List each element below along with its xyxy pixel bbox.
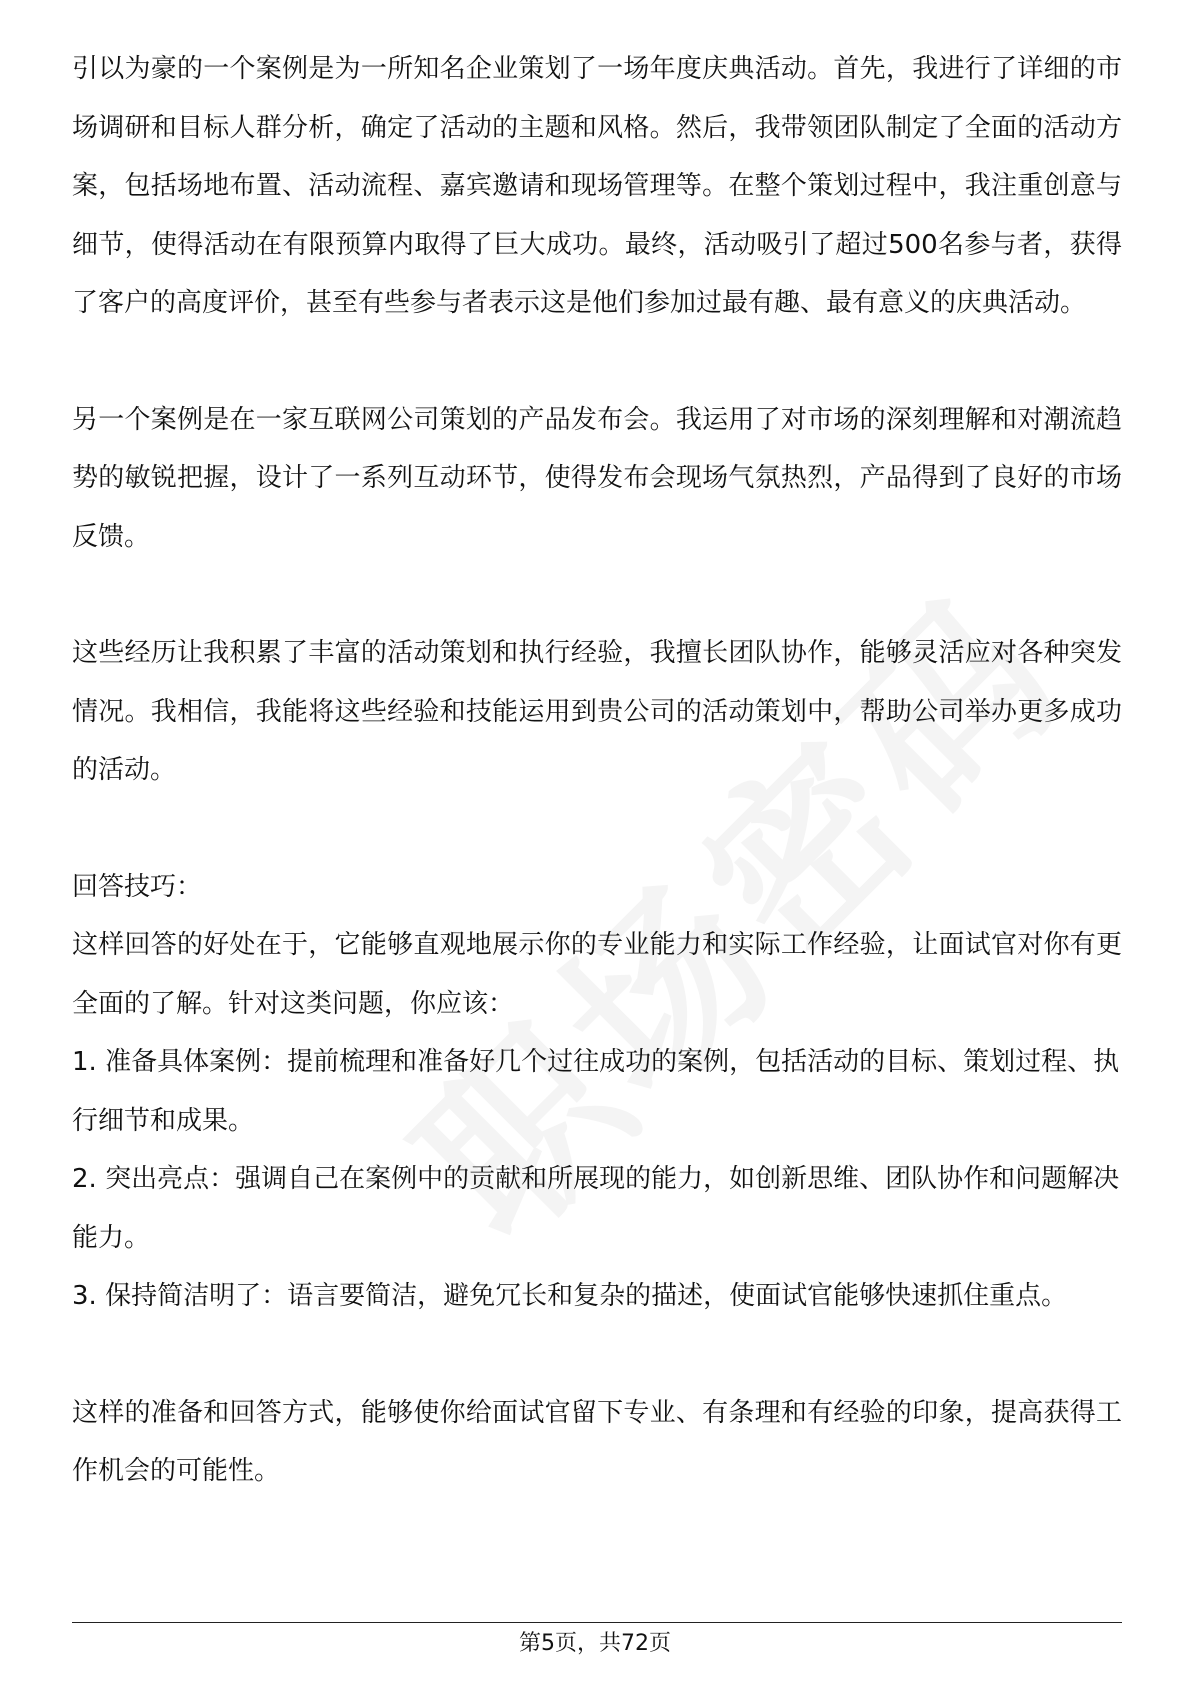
paragraph-gap <box>72 566 1122 624</box>
tips-intro: 这样回答的好处在于，它能够直观地展示你的专业能力和实际工作经验，让面试官对你有更全面的了解。针对这类问题，你应该： <box>72 930 1122 1019</box>
tips-heading: 回答技巧： <box>72 871 203 902</box>
tips-item-1: 1. 准备具体案例：提前梳理和准备好几个过往成功的案例，包括活动的目标、策划过程、执行细节和成果。 <box>72 1047 1120 1136</box>
paragraph-gap <box>72 800 1122 858</box>
paragraph-case-1: 引以为豪的一个案例是为一所知名企业策划了一场年度庆典活动。首先，我进行了详细的市场调研和目标人群分析，确定了活动的主题和风格。然后，我带领团队制定了全面的活动方案，包括场地布置、活动流程、嘉宾邀请和现场管理等。在整个策划过程中，我注重创意与细节，使得活动在有限预算内取得了巨大成功。最终，活动吸引了超过500名参与者，获得了客户的高度评价，甚至有些参与者表示这是他们参加过最有趣、最有意义的庆典活动。 <box>72 54 1122 318</box>
paragraph-gap <box>72 333 1122 391</box>
tips-item-2: 2. 突出亮点：强调自己在案例中的贡献和所展现的能力，如创新思维、团队协作和问题解决能力。 <box>72 1164 1120 1253</box>
paragraph-gap <box>72 1326 1122 1384</box>
document-body <box>72 40 1122 1501</box>
footer-divider <box>72 1622 1122 1623</box>
paragraph-case-2: 另一个案例是在一家互联网公司策划的产品发布会。我运用了对市场的深刻理解和对潮流趋势的敏锐把握，设计了一系列互动环节，使得发布会现场气氛热烈，产品得到了良好的市场反馈。 <box>72 404 1122 552</box>
paragraph-summary: 这些经历让我积累了丰富的活动策划和执行经验，我擅长团队协作，能够灵活应对各种突发情况。我相信，我能将这些经验和技能运用到贵公司的活动策划中，帮助公司举办更多成功的活动。 <box>72 638 1122 785</box>
tips-item-3: 3. 保持简洁明了：语言要简洁，避免冗长和复杂的描述，使面试官能够快速抓住重点。 <box>72 1281 1068 1311</box>
page-number: 第5页，共72页 <box>519 1631 671 1656</box>
closing-paragraph: 这样的准备和回答方式，能够使你给面试官留下专业、有条理和有经验的印象，提高获得工作机会的可能性。 <box>72 1397 1122 1486</box>
